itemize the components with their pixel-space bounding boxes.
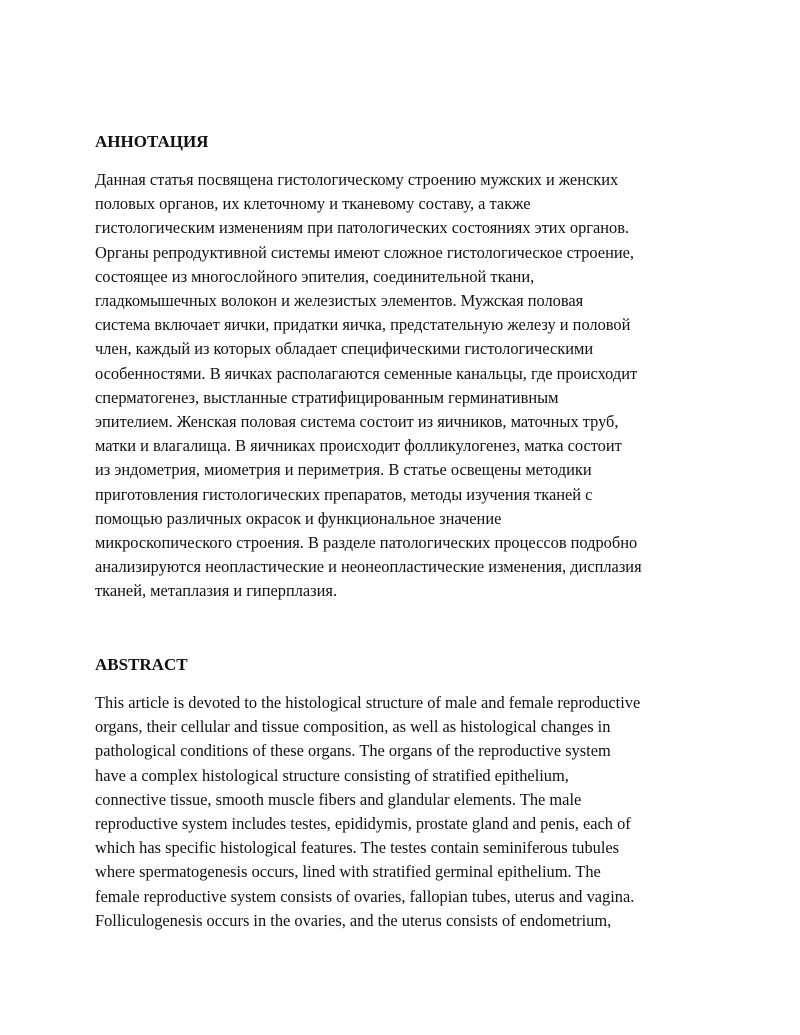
text-line: из эндометрия, миометрия и периметрия. В статье освещены методики xyxy=(95,460,592,480)
text-line: This article is devoted to the histological structure of male and female reproductive xyxy=(95,693,641,712)
text-line: тканей, метаплазия и гиперплазия. xyxy=(95,581,338,601)
text-line: матки и влагалища. В яичниках происходит фолликулогенез, матка состоит xyxy=(95,436,622,456)
text-line: pathological conditions of these organs. The organs of the reproductive system xyxy=(95,741,611,761)
text-line: reproductive system includes testes, epididymis, prostate gland and penis, each of xyxy=(95,814,631,834)
text-line: система включает яички, придатки яичка, предстательную железу и половой xyxy=(95,315,631,335)
abstract-section xyxy=(95,654,710,933)
text-line: помощью различных окрасок и функциональное значение xyxy=(95,508,502,528)
text-line: female reproductive system consists of ovaries, fallopian tubes, uterus and vagina. xyxy=(95,886,635,906)
abstract-heading: ABSTRACT xyxy=(95,655,188,674)
text-line: анализируются неопластические и неонеопластические изменения, дисплазия xyxy=(95,557,642,577)
text-line: микроскопического строения. В разделе патологических процессов подробно xyxy=(95,533,638,553)
text-line: where spermatogenesis occurs, lined with stratified germinal epithelium. The xyxy=(95,862,601,882)
text-line: Данная статья посвящена гистологическому строению мужских и женских xyxy=(95,170,619,189)
annotation-section xyxy=(95,131,710,604)
text-line: эпителием. Женская половая система состоит из яичников, маточных труб, xyxy=(95,412,619,432)
text-line: Folliculogenesis occurs in the ovaries, and the uterus consists of endometrium, xyxy=(95,910,612,930)
text-line: член, каждый из которых обладает специфическими гистологическими xyxy=(95,339,594,359)
annotation-heading: АННОТАЦИЯ xyxy=(95,132,209,151)
text-line: have a complex histological structure consisting of stratified epithelium, xyxy=(95,765,569,785)
text-line: половых органов, их клеточному и тканевому составу, а также xyxy=(95,194,531,214)
text-line: гистологическим изменениям при патологических состояниях этих органов. xyxy=(95,218,630,238)
text-line: сперматогенез, выстланные стратифицированным герминативным xyxy=(95,387,559,407)
text-line: особенностями. В яичках располагаются семенные канальцы, где происходит xyxy=(95,363,638,383)
text-line: connective tissue, smooth muscle fibers and glandular elements. The male xyxy=(95,789,582,809)
text-line: гладкомышечных волокон и железистых элементов. Мужская половая xyxy=(95,291,584,311)
annotation-paragraph xyxy=(95,168,710,604)
abstract-paragraph xyxy=(95,691,710,933)
text-line: Органы репродуктивной системы имеют сложное гистологическое строение, xyxy=(95,242,635,262)
text-line: состоящее из многослойного эпителия, соединительной ткани, xyxy=(95,266,535,286)
text-line: приготовления гистологических препаратов, методы изучения тканей с xyxy=(95,484,593,504)
text-line: organs, their cellular and tissue composition, as well as histological changes in xyxy=(95,717,611,737)
text-line: which has specific histological features. The testes contain seminiferous tubules xyxy=(95,838,620,858)
